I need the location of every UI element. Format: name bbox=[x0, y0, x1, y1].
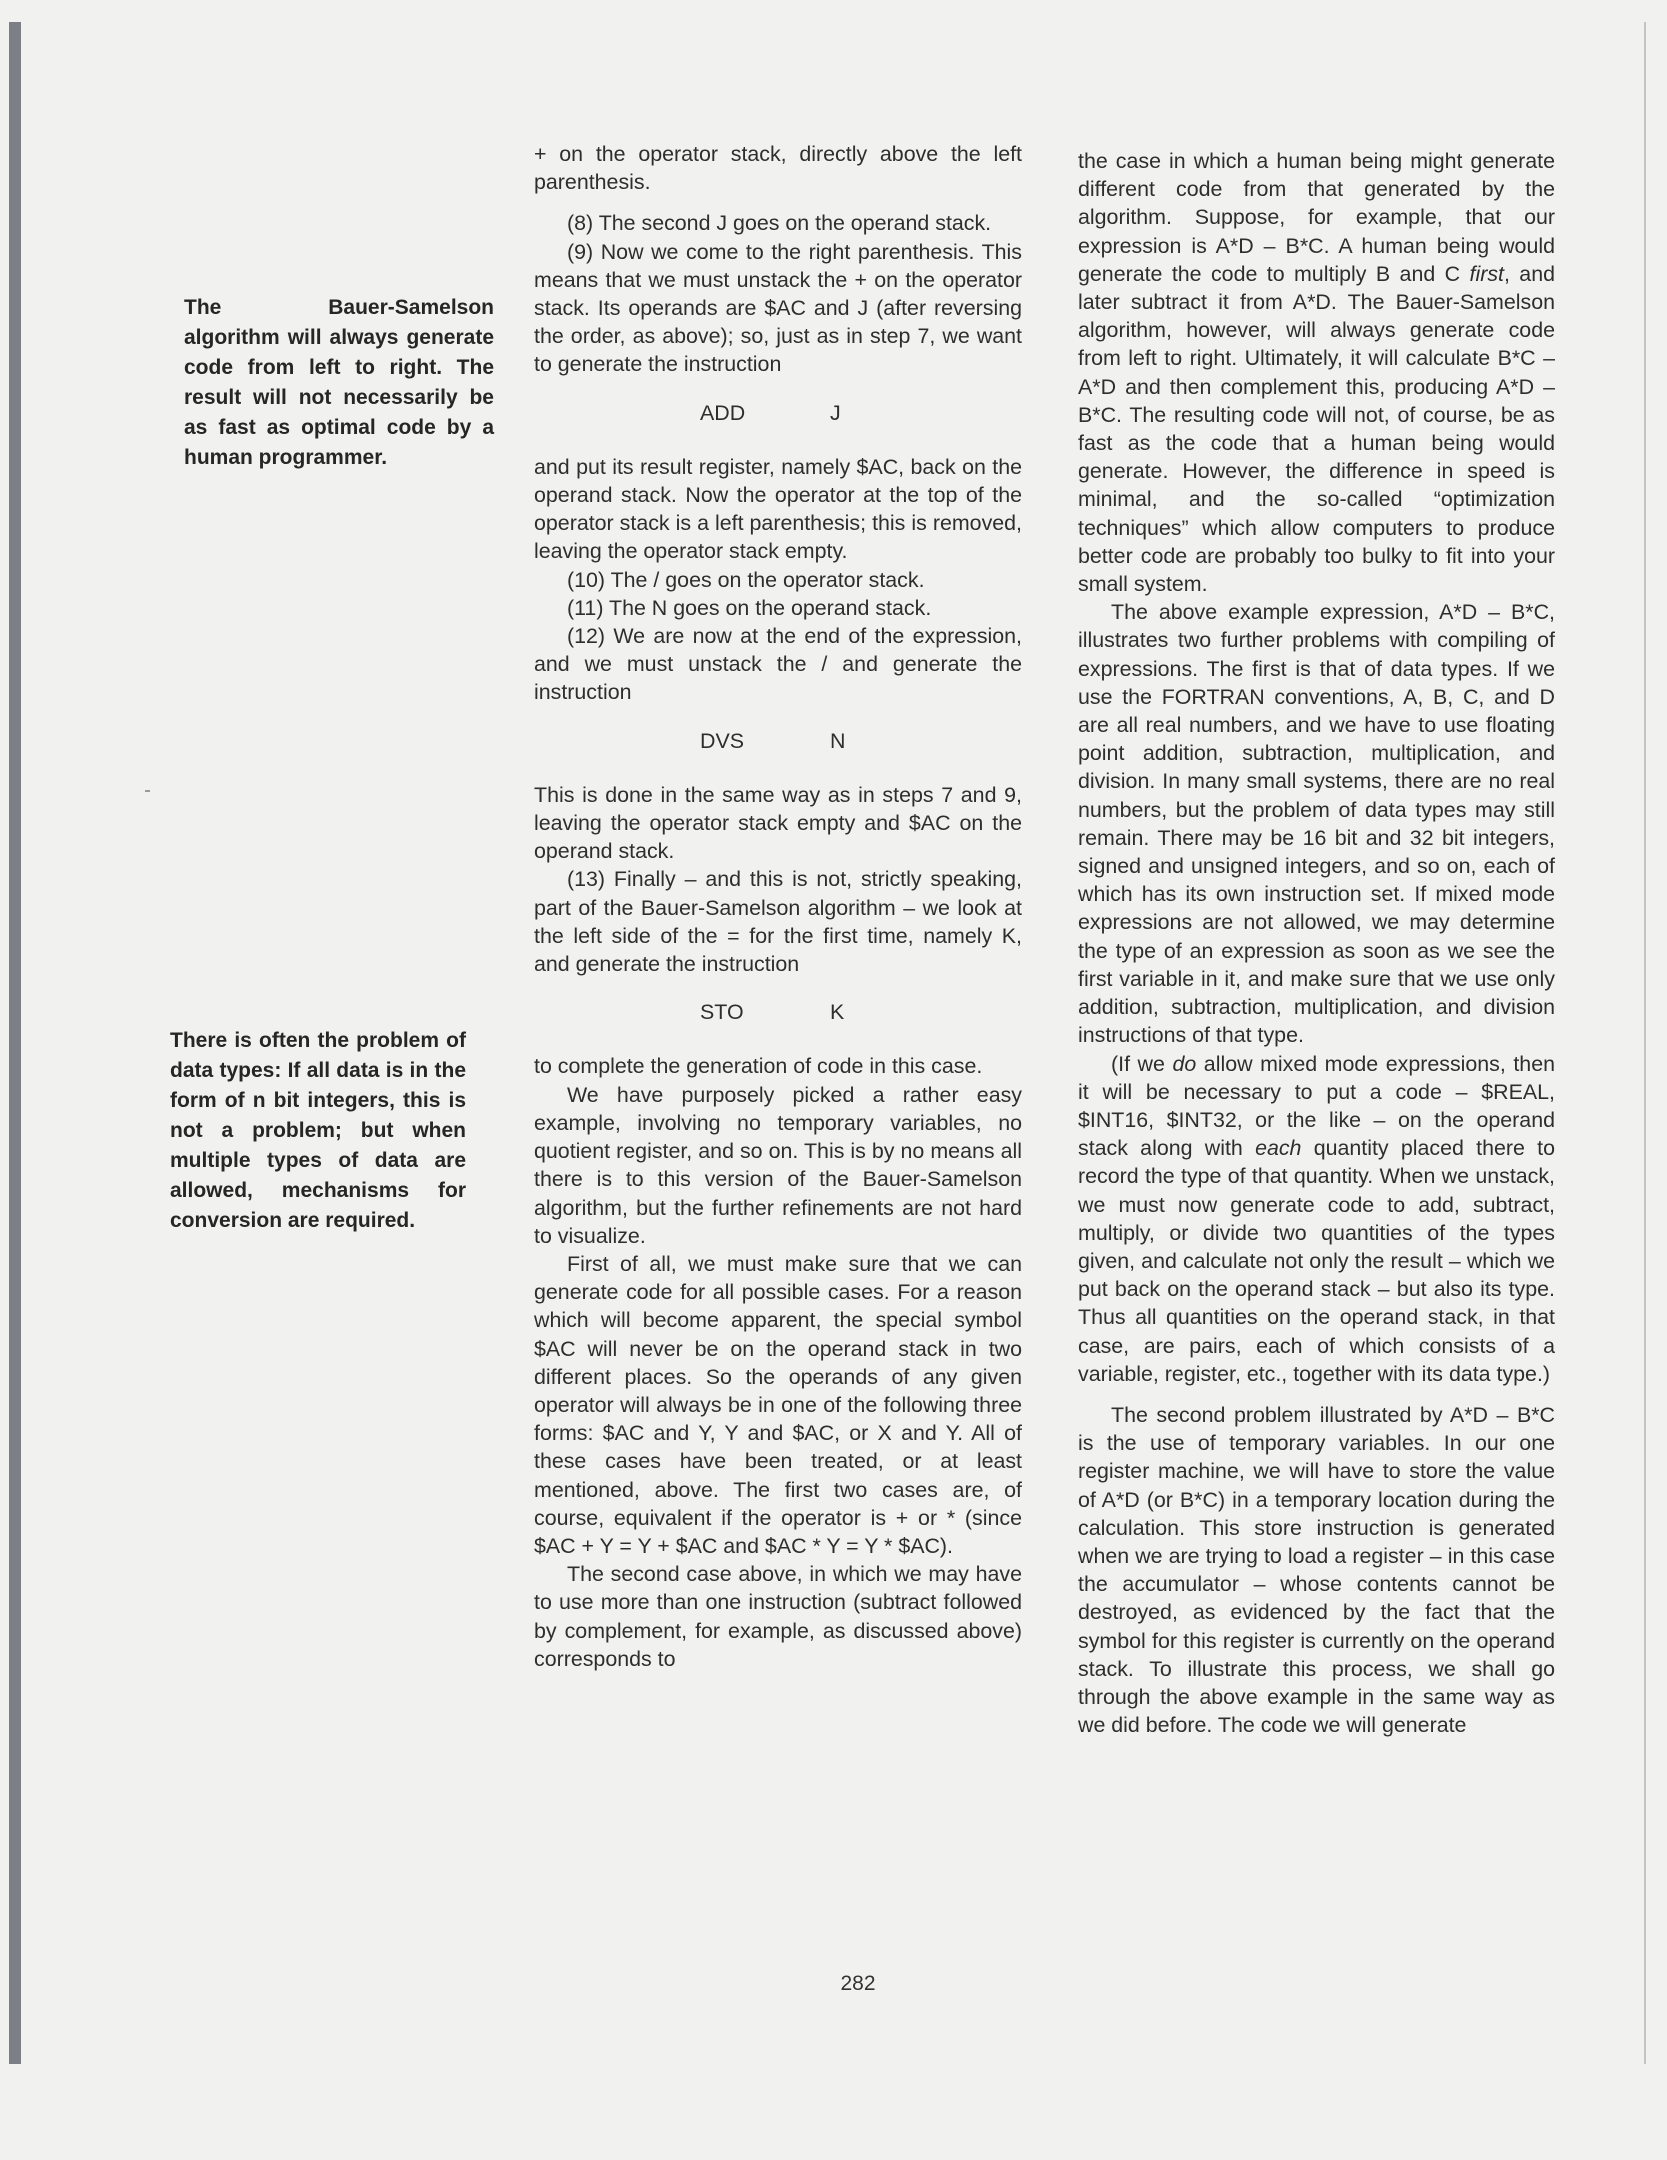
stray-mark bbox=[145, 790, 150, 792]
code-line-dvs bbox=[534, 727, 1022, 755]
text-run: quantity placed there to record the type of that quantity. When we unstack, we must now generate code to add, subtract, multiply, or divide two quantities of the types given, and calculate not only the result – which we put back on the operand stack – but also its type. Thus all quantities on the operand stack, in that case, are pairs, each of which consists of a variable, register, etc., together with its data type.) bbox=[1078, 1136, 1555, 1386]
code-line-add bbox=[534, 399, 1022, 427]
page-edge-right bbox=[1644, 22, 1646, 2064]
paragraph: This is done in the same way as in steps 7 and 9, leaving the operator stack empty and $AC on the operand stack. bbox=[534, 782, 1022, 864]
text-run: the case in which a human being might generate different code from that generated by the algorithm. Suppose, for example, that our expression is A*D – B*C. A human being would generate the code to multiply B and C bbox=[1078, 149, 1555, 286]
text-run: allow mixed mode expressions, then it will be necessary to put a code – $REAL, $INT16, $INT32, or the like – on the operand stack along with bbox=[1078, 1051, 1555, 1161]
paragraph: and put its result register, namely $AC, back on the operand stack. Now the operator at the top of the operator stack is a left parenthesis; this is removed, leaving the operator stack empty. bbox=[534, 454, 1022, 564]
paragraph: First of all, we must make sure that we can generate code for all possible cases. For a reason which will become apparent, the special symbol $AC will never be on the operand stack in two different places. So the operands of any given operator will always be in one of the following three forms: $AC and Y, Y and $AC, or X and Y. All of these cases have been treated, or at least mentioned, above. The first two cases are, of course, equivalent if the operator is + or * (since $AC + Y = Y + $AC and $AC * Y = Y * $AC). bbox=[534, 1251, 1022, 1558]
margin-note-data-types: There is often the problem of data types: If all data is in the form of n bit integers, this is not a problem; but when multiple types of data are allowed, mechanisms for conversion are required. bbox=[170, 1029, 466, 1232]
code-arg: N bbox=[830, 728, 846, 753]
paragraph: (8) The second J goes on the operand stack. bbox=[567, 211, 992, 236]
emphasis: do bbox=[1172, 1051, 1197, 1076]
paragraph bbox=[1078, 1050, 1555, 1388]
paragraph: The second case above, in which we may have to use more than one instruction (subtract followed by complement, for example, as discussed above) corresponds to bbox=[534, 1562, 1022, 1671]
code-op: DVS bbox=[700, 728, 744, 753]
paragraph: (9) Now we come to the right parenthesis. This means that we must unstack the + on the operator stack. Its operands are $AC and J (after reversing the order, as above); so, just as in step 7, we want to generate the instruction bbox=[534, 239, 1022, 377]
page-edge-left bbox=[9, 22, 21, 2064]
paragraph: (11) The N goes on the operand stack. bbox=[567, 595, 932, 620]
paragraph bbox=[1078, 147, 1555, 598]
margin-note-algorithm: The Bauer-Samelson algorithm will always generate code from left to right. The result will not necessarily be as fast as optimal code by a human programmer. bbox=[184, 296, 494, 469]
code-op: STO bbox=[700, 1000, 744, 1025]
paragraph: (13) Finally – and this is not, strictly speaking, part of the Bauer-Samelson algorithm – we look at the left side of the = for the first time, namely K, and generate the instruction bbox=[534, 867, 1022, 977]
page-number: 282 bbox=[840, 1972, 876, 1995]
text-run: , and later subtract it from A*D. The Bauer-Samelson algorithm, however, will always generate code from left to right. Ultimately, it will calculate B*C – A*D and then complement this, producing A*D – B*C. The resulting code will not, of course, be as fast as the code that a human being would generate. However, the difference in speed is minimal, and the so-called “optimization techniques” which allow computers to produce better code are probably too bulky to fit into your small system. bbox=[1078, 261, 1555, 597]
code-op: ADD bbox=[700, 400, 746, 425]
text-run: (If we bbox=[1111, 1051, 1173, 1076]
emphasis: first bbox=[1469, 261, 1504, 286]
paragraph: The above example expression, A*D – B*C, illustrates two further problems with compiling of expressions. The first is that of data types. If we use the FORTRAN conventions, A, B, C, and D are all real numbers, and we have to use floating point addition, subtraction, multiplication, and division. In many small systems, there are no real numbers, but the problem of data types may still remain. There may be 16 bit and 32 bit integers, signed and unsigned integers, and so on, each of which has its own instruction set. If mixed mode expressions are not allowed, we may determine the type of an expression as soon as we see the first variable in it, and make sure that we use only addition, subtraction, multiplication, and division instructions of that type. bbox=[1078, 600, 1555, 1048]
text-column-left bbox=[534, 140, 1022, 1673]
paragraph: (10) The / goes on the operator stack. bbox=[567, 567, 925, 592]
paragraph: We have purposely picked a rather easy example, involving no temporary variables, no quotient register, and so on. This is by no means all there is to this version of the Bauer-Samelson algorithm, but the further refinements are not hard to visualize. bbox=[534, 1082, 1022, 1248]
code-arg: J bbox=[830, 400, 841, 425]
text-column-right bbox=[1078, 147, 1555, 1739]
paragraph: + on the operator stack, directly above the left parenthesis. bbox=[534, 142, 1022, 195]
paragraph: to complete the generation of code in this case. bbox=[534, 1054, 983, 1079]
code-arg: K bbox=[830, 1000, 845, 1025]
code-line-sto bbox=[534, 998, 1022, 1026]
paragraph: (12) We are now at the end of the expression, and we must unstack the / and generate the instruction bbox=[534, 624, 1022, 705]
emphasis: each bbox=[1255, 1136, 1302, 1161]
paragraph: The second problem illustrated by A*D – B*C is the use of temporary variables. In our one register machine, we will have to store the value of A*D (or B*C) in a temporary location during the calculation. This store instruction is generated when we are trying to load a register – in this case the accumulator – whose contents cannot be destroyed, as evidenced by the fact that the symbol for this register is currently on the operand stack. To illustrate this process, we shall go through the above example in the same way as we did before. The code we will generate bbox=[1078, 1402, 1555, 1738]
